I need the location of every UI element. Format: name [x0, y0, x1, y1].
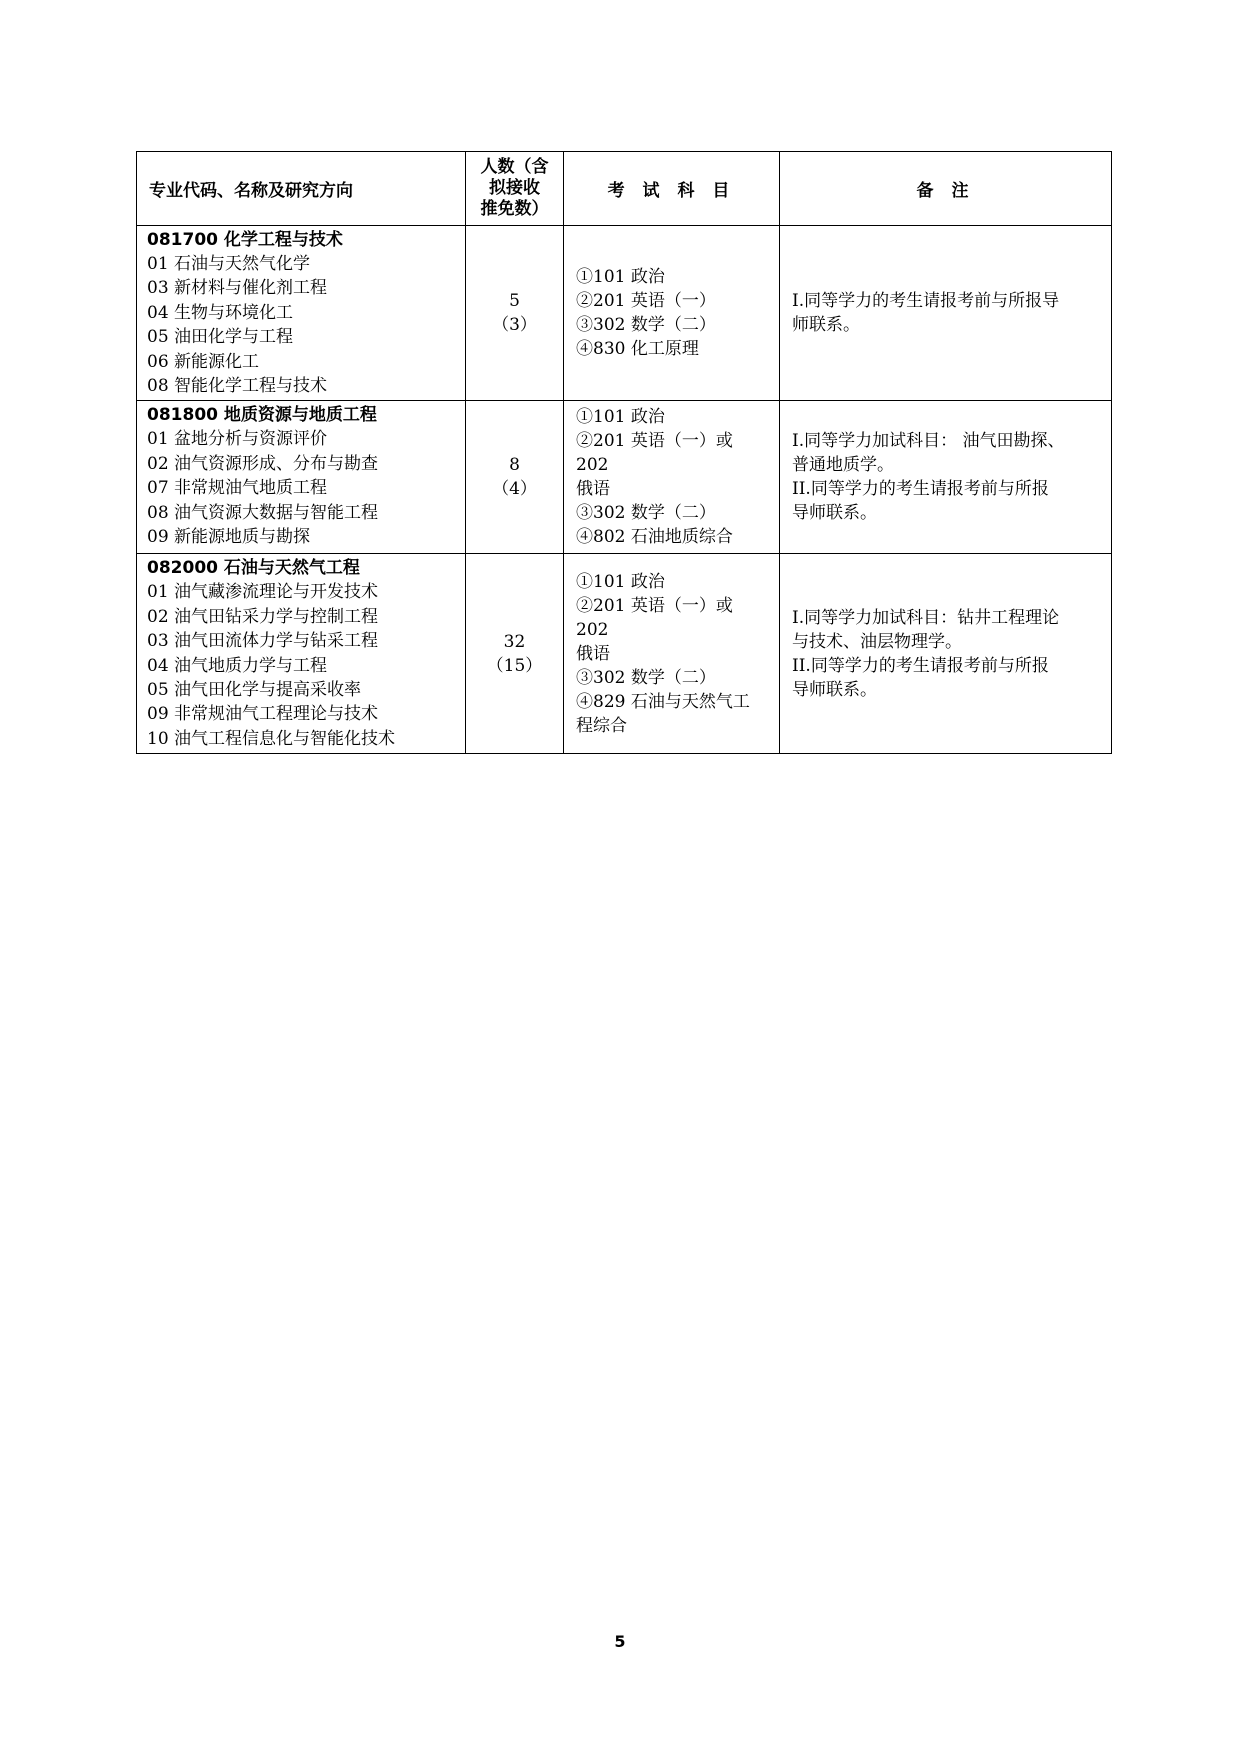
count-value: 5	[509, 291, 520, 312]
exam-subject: 俄语	[576, 643, 610, 664]
exam-subject: ①101 政治	[576, 407, 665, 428]
major-title: 081700 化学工程与技术	[147, 230, 343, 250]
header-major: 专业代码、名称及研究方向	[137, 152, 466, 226]
research-direction: 01 盆地分析与资源评价	[147, 429, 328, 450]
count-cell	[466, 554, 564, 754]
enrollment-table	[136, 151, 1112, 754]
exam-cell	[564, 401, 780, 554]
research-direction: 09 非常规油气工程理论与技术	[147, 704, 379, 725]
exam-subject: 程综合	[576, 715, 627, 736]
major-cell	[137, 401, 466, 554]
research-direction: 06 新能源化工	[147, 351, 260, 372]
exam-subject: ④830 化工原理	[576, 339, 699, 360]
note-line: II.同等学力的考生请报考前与所报	[792, 655, 1049, 676]
page-number: 5	[614, 1632, 626, 1651]
notes-cell	[780, 226, 1112, 401]
major-title: 082000 石油与天然气工程	[147, 558, 360, 579]
exam-subject: ④829 石油与天然气工	[576, 691, 750, 712]
count-recommended: （15）	[486, 655, 543, 676]
table-row	[137, 401, 1112, 554]
exam-subject: ③302 数学（二）	[576, 315, 716, 336]
research-direction: 01 油气藏渗流理论与开发技术	[147, 582, 379, 603]
research-direction: 02 油气田钻采力学与控制工程	[147, 606, 379, 627]
research-direction: 02 油气资源形成、分布与勘查	[147, 453, 379, 474]
research-direction: 05 油气田化学与提高采收率	[147, 680, 362, 701]
research-direction: 10 油气工程信息化与智能化技术	[147, 728, 396, 749]
exam-subject: ③302 数学（二）	[576, 503, 716, 524]
exam-subject: ②201 英语（一）	[576, 291, 716, 312]
research-direction: 08 智能化学工程与技术	[147, 376, 328, 397]
exam-subject: ③302 数学（二）	[576, 667, 716, 688]
count-recommended: （4）	[492, 479, 537, 500]
research-direction: 03 新材料与催化剂工程	[147, 278, 328, 299]
exam-subject: ②201 英语（一）或 202	[576, 595, 733, 640]
note-line: 师联系。	[792, 315, 860, 336]
exam-subject: ④802 石油地质综合	[576, 527, 733, 548]
note-line: II.同等学力的考生请报考前与所报	[792, 479, 1049, 500]
research-direction: 03 油气田流体力学与钻采工程	[147, 631, 379, 652]
note-line: 与技术、油层物理学。	[792, 631, 962, 652]
research-direction: 09 新能源地质与勘探	[147, 527, 311, 548]
table-header-row	[137, 152, 1112, 226]
table-row	[137, 554, 1112, 754]
header-exam: 考 试 科 目	[564, 152, 780, 226]
count-value: 32	[503, 631, 526, 652]
count-value: 8	[509, 455, 520, 476]
note-line: I.同等学力加试科目： 油气田勘探、	[792, 431, 1065, 452]
major-title: 081800 地质资源与地质工程	[147, 405, 377, 426]
count-recommended: （3）	[492, 315, 537, 336]
count-cell	[466, 226, 564, 401]
note-line: 导师联系。	[792, 679, 877, 700]
note-line: I.同等学力加试科目：钻井工程理论	[792, 607, 1060, 628]
research-direction: 08 油气资源大数据与智能工程	[147, 502, 379, 523]
exam-subject: ①101 政治	[576, 267, 665, 288]
table-row	[137, 226, 1112, 401]
note-line: I.同等学力的考生请报考前与所报导	[792, 291, 1060, 312]
note-line: 普通地质学。	[792, 455, 894, 476]
exam-cell	[564, 226, 780, 401]
notes-cell	[780, 401, 1112, 554]
exam-cell	[564, 554, 780, 754]
header-notes: 备 注	[780, 152, 1112, 226]
exam-subject: ②201 英语（一）或 202	[576, 431, 733, 476]
major-cell	[137, 554, 466, 754]
exam-subject: 俄语	[576, 479, 610, 500]
exam-subject: ①101 政治	[576, 571, 665, 592]
notes-cell	[780, 554, 1112, 754]
note-line: 导师联系。	[792, 503, 877, 524]
research-direction: 07 非常规油气地质工程	[147, 478, 328, 499]
research-direction: 01 石油与天然气化学	[147, 254, 311, 274]
count-cell	[466, 401, 564, 554]
header-count: 人数（含 拟接收 推免数）	[466, 152, 564, 226]
research-direction: 04 油气地质力学与工程	[147, 655, 328, 676]
research-direction: 05 油田化学与工程	[147, 327, 294, 348]
research-direction: 04 生物与环境化工	[147, 302, 294, 323]
major-cell	[137, 226, 466, 401]
